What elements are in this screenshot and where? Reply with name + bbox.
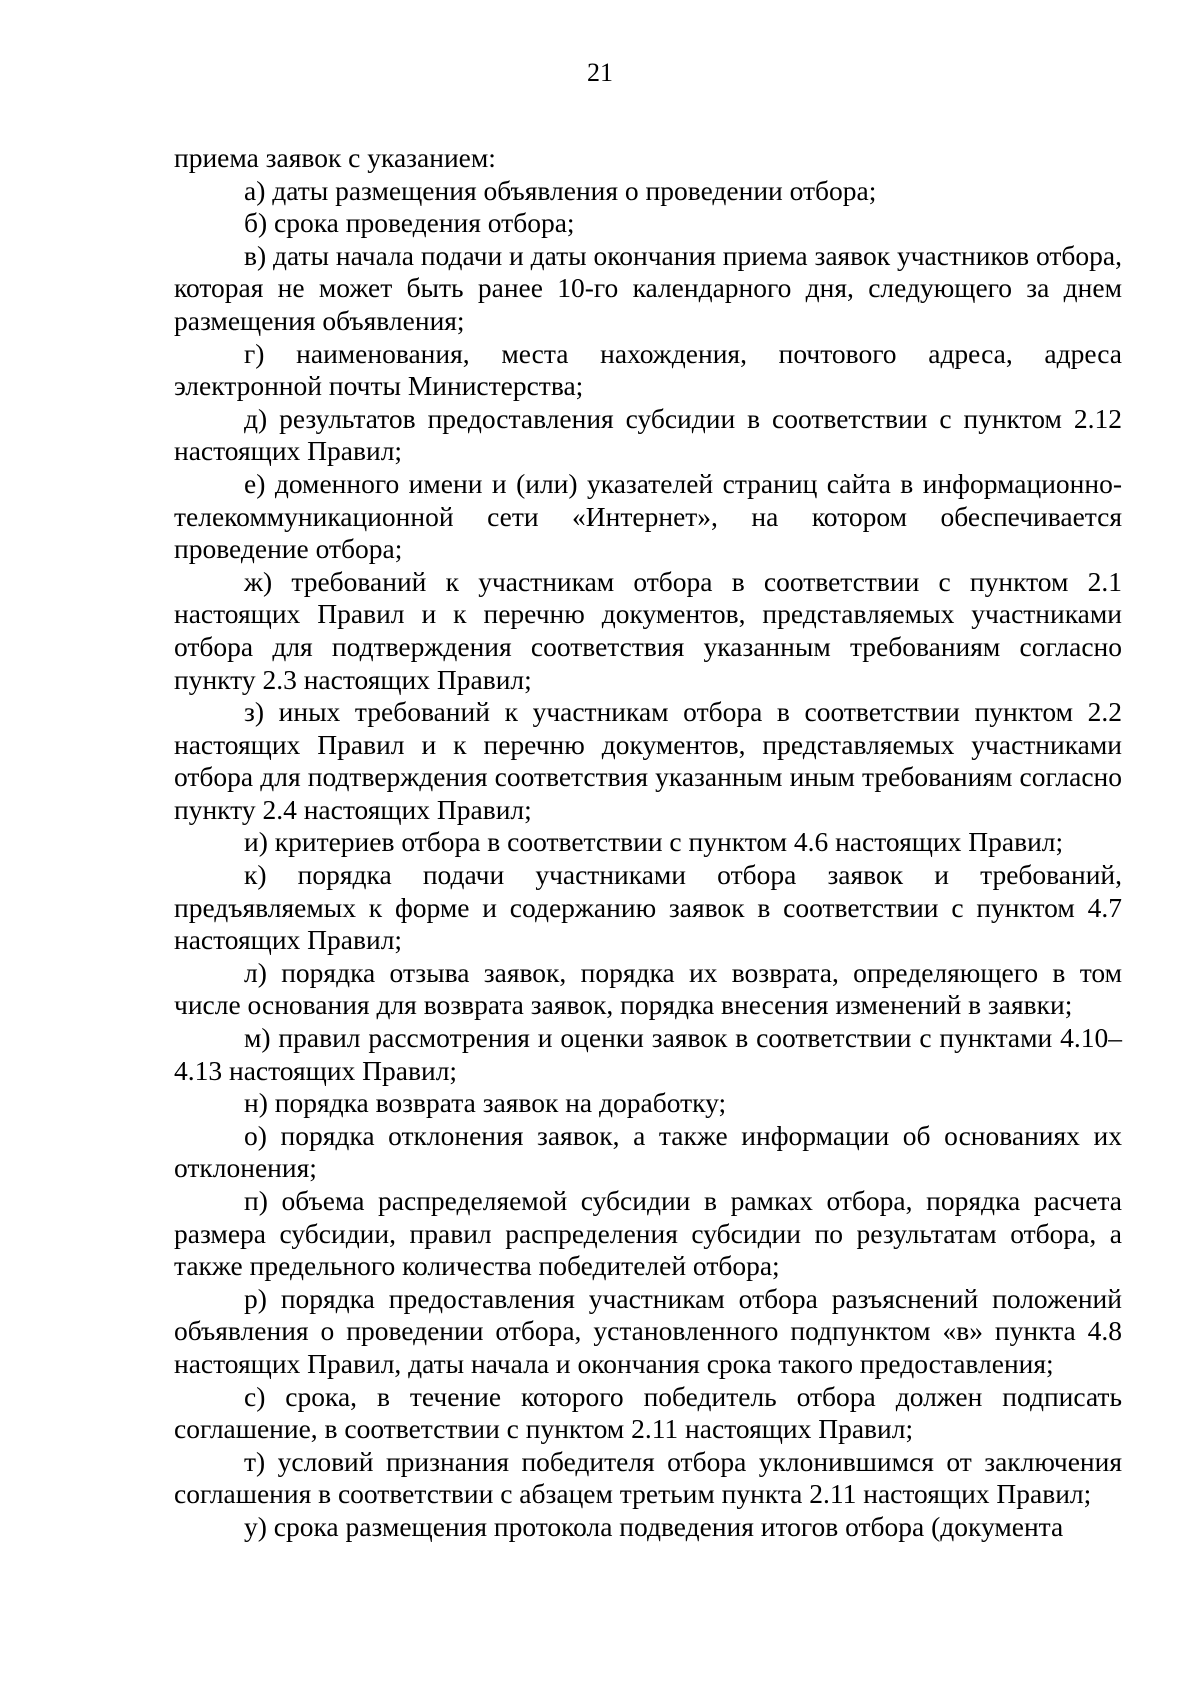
list-item-t: т) условий признания победителя отбора уклонившимся от заключения соглашения в соответствии с абзацем третьим пункта 2.11 настоящих Правил; [174,1445,1122,1510]
list-item-i: и) критериев отбора в соответствии с пунктом 4.6 настоящих Правил; [244,826,1064,858]
page-number: 21 [587,58,613,87]
paragraph-intro: приема заявок с указанием: [174,142,496,173]
list-item-p: п) объема распределяемой субсидии в рамках отбора, порядка расчета размера субсидии, правил распределения субсидии по результатам отбора, а также предельного количества победителей отбора; [174,1185,1122,1282]
list-item-g: г) наименования, места нахождения, почтового адреса, адреса электронной почты Министерства; [174,337,1122,402]
list-item-l: л) порядка отзыва заявок, порядка их возврата, определяющего в том числе основания для возврата заявок, порядка внесения изменений в заявки; [174,956,1122,1021]
list-item-k: к) порядка подачи участниками отбора заявок и требований, предъявляемых к форме и содержанию заявок в соответствии с пунктом 4.7 настоящих Правил; [174,859,1122,956]
list-item-b: б) срока проведения отбора; [244,207,575,239]
list-item-z: з) иных требований к участникам отбора в соответствии пунктом 2.2 настоящих Правил и к перечню документов, представляемых участниками отбора для подтверждения соответствия указанным иным требованиям согласно пункту 2.4 настоящих Правил; [174,696,1122,825]
list-item-e: е) доменного имени и (или) указателей страниц сайта в информационно-телекоммуникационной сети «Интернет», на котором обеспечивается проведение отбора; [174,467,1122,565]
list-item-v: в) даты начала подачи и даты окончания приема заявок участников отбора, которая не может быть ранее 10-го календарного дня, следующего за днем размещения объявления; [174,239,1122,336]
list-item-m: м) правил рассмотрения и оценки заявок в соответствии с пунктами 4.10–4.13 настоящих Правил; [174,1022,1122,1086]
list-item-r: р) порядка предоставления участникам отбора разъяснений положений объявления о проведении отбора, установленного подпунктом «в» пункта 4.8 настоящих Правил, даты начала и окончания срока такого предоставления; [174,1282,1122,1379]
list-item-s: с) срока, в течение которого победитель отбора должен подписать соглашение, в соответствии с пунктом 2.11 настоящих Правил; [174,1380,1122,1445]
list-item-a: а) даты размещения объявления о проведении отбора; [244,174,877,206]
list-item-u: у) срока размещения протокола подведения итогов отбора (документа [244,1510,1064,1542]
document-body [174,142,1122,1544]
list-item-zh: ж) требований к участникам отбора в соответствии с пунктом 2.1 настоящих Правил и к перечню документов, представляемых участниками отбора для подтверждения соответствия указанным требованиям согласно пункту 2.3 настоящих Правил; [174,565,1122,695]
list-item-d: д) результатов предоставления субсидии в соответствии с пунктом 2.12 настоящих Правил; [174,402,1122,467]
list-item-n: н) порядка возврата заявок на доработку; [244,1087,727,1119]
list-item-o: о) порядка отклонения заявок, а также информации об основаниях их отклонения; [174,1119,1122,1184]
